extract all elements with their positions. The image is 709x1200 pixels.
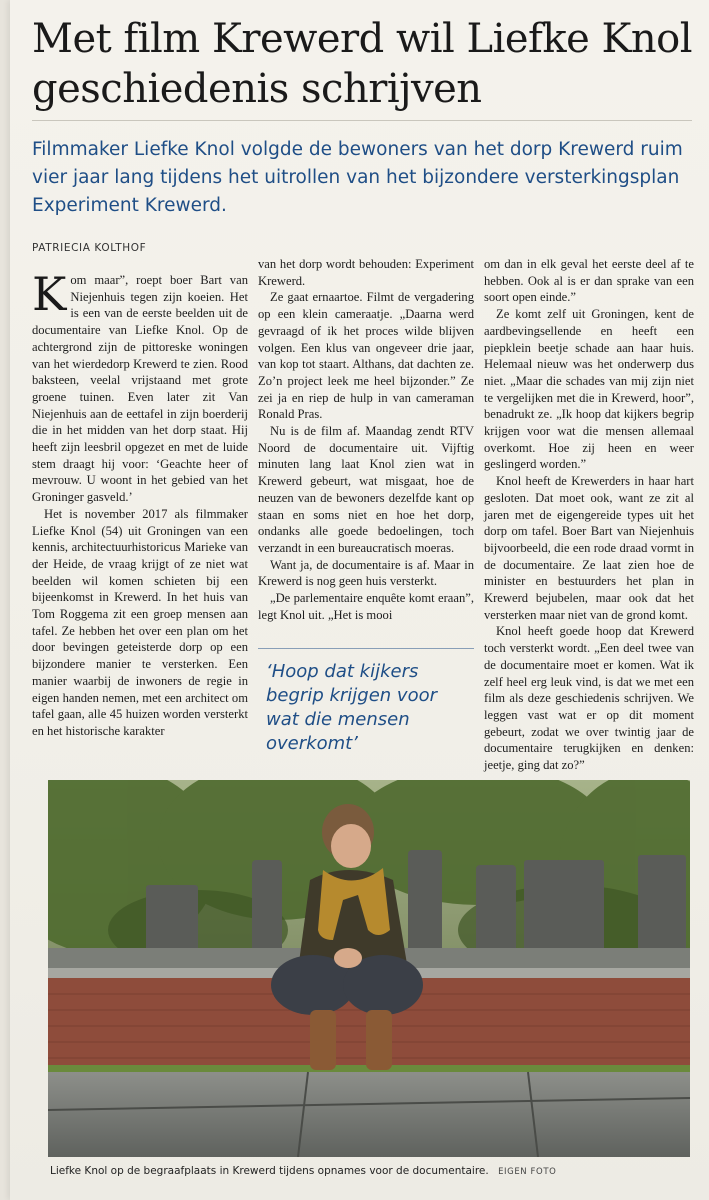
paragraph: „De parlementaire enquête komt eraan”, legt Knol uit. „Het is mooi [258,591,474,622]
article-column-2 [258,256,474,623]
drop-cap: K [32,267,67,321]
article-headline: Met film Krewerd wil Liefke Knol geschiedenis schrijven [32,16,692,112]
paragraph: Ze komt zelf uit Groningen, kent de aardbevingsellende en heeft een piepklein beetje schade aan haar huis. Helemaal nieuw was het onderwerp dus niet. „Maar die schades van mij zijn niet te vergelijken met die in Krewerd, hoor”, benadrukt ze. „Ik hoop dat kijkers begrip krijgen voor wat die mensen allemaal overkomt. Hoe zij heen en weer geslingerd worden.” [484,307,694,472]
photo-credit: EIGEN FOTO [498,1167,557,1177]
paragraph: Knol heeft goede hoop dat Krewerd toch versterkt wordt. „Een deel twee van de documentaire moet er komen. Wat ik zelf heel erg leuk vind, is dat we met een film als deze geschiedenis schrijven. We leggen vast wat er op dit moment gebeurt, zodat we over twintig jaar de documentaire terugkijken en denken: jeetje, ging dat zo?” [484,624,694,773]
article-byline: PATRIECIA KOLTHOF [32,242,147,254]
photo-illustration [48,780,690,1157]
article-column-3 [484,256,694,774]
photo-caption [50,1165,690,1177]
pull-quote: ‘Hoop dat kijkers begrip krijgen voor wat die mensen overkomt’ [266,661,438,754]
article-intro: Filmmaker Liefke Knol volgde de bewoners van het dorp Krewerd ruim vier jaar lang tijdens het uitrollen van het bijzondere versterkingsplan Experiment Krewerd. [32,139,683,216]
article-column-1 [32,267,248,740]
paragraph: Want ja, de documentaire is af. Maar in Krewerd is nog geen huis versterkt. [258,557,474,589]
pullquote-divider [258,648,474,649]
paragraph: om dan in elk geval het eerste deel af te hebben. Ook al is er dan sprake van een soort open einde.” [484,257,694,305]
article-photo [48,780,690,1157]
paragraph: van het dorp wordt behouden: Experiment Krewerd. [258,257,474,288]
paragraph: Ze gaat ernaartoe. Filmt de vergadering op een klein cameraatje. „Daarna werd gevraagd of ik het proces wilde blijven volgen. Een klus van ongeveer drie jaar, van kop tot staart. Althans, dat dachten ze. Zo’n project leek me heel bijzonder.” Ze zei ja en riep de hulp in van cameraman Ronald Pras. [258,290,474,422]
paragraph: om maar”, roept boer Bart van Niejenhuis tegen zijn koeien. Het is een van de eerste beelden uit de documentaire van Liefke Knol. Op de achtergrond zijn de pittoreske woningen van het wierdedorp Krewerd te zien. Rood baksteen, veelal vrijstaand met grote groene tuinen. Even later zit Van Niejenhuis aan de eettafel in zijn boerderij die in het midden van het dorp staat. Hij heeft zijn leesbril opgezet en met de luide stem draagt hij voor: ‘Geachte heer of mevrouw. U woont in het gebied van het Groninger gasveld.’ [32,273,248,505]
newspaper-page [10,0,709,1200]
paragraph: Het is november 2017 als filmmaker Liefke Knol (54) uit Groningen van een kennis, architectuurhistoricus Marieke van der Heide, de vraag krijgt of ze niet wat beelden wil komen schieten bij een bijeenkomst in Krewerd. In het huis van Tom Roggema zit een groep mensen aan tafel. Ze hebben het over een plan om het door bevingen geteisterde dorp op een bijzondere manier te versterken. Een manier waarbij de inwoners de regie in eigen handen nemen, met een architect om tafel gaan, alle 45 huizen worden versterkt en het historische karakter [32,506,248,738]
paragraph: Knol heeft de Krewerders in haar hart gesloten. Dat moet ook, want ze zit al jaren met de eigengereide types uit het dorp om tafel. Boer Bart van Niejenhuis bijvoorbeeld, die een rode draad vormt in de documentaire. Ze laat zien hoe de minister en bestuurders het plan in Krewerd bejubelen, maar ook dat het versterken maar niet van de grond komt. [484,474,694,622]
caption-text: Liefke Knol op de begraafplaats in Krewerd tijdens opnames voor de documentaire. [50,1165,489,1177]
headline-divider [32,120,692,121]
paragraph: Nu is de film af. Maandag zendt RTV Noord de documentaire uit. Vijftig minuten lang laat Knol zien wat in Krewerd gebeurt, wat misgaat, hoe de neuzen van de bewoners dezelfde kant op staan en soms niet en hoe het dorp, ondanks alle goede bedoelingen, toch verzandt in een bureaucratisch moeras. [258,424,474,555]
